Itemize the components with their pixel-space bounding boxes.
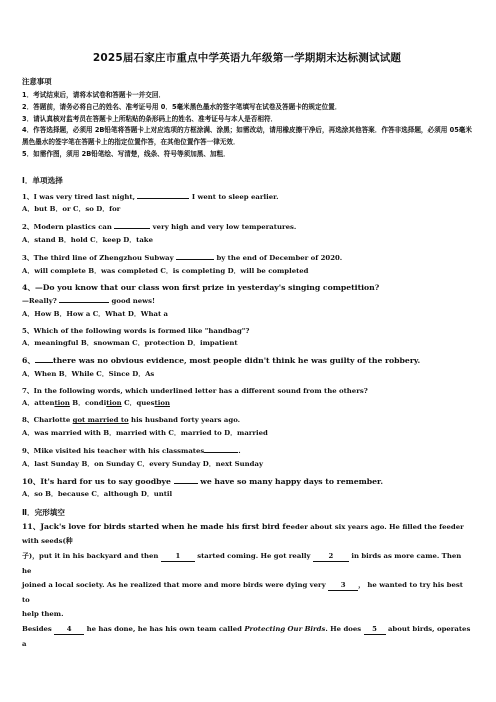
- question-6: 6、 there was no obvious evidence, most people didn't think he was guilty of the robbery.: [22, 356, 421, 366]
- cloze-line-5: Besides 4 he has done, he has his own team called Protecting Our Birds. He does 5 about birds, operates a: [22, 624, 471, 648]
- question-4-reply: —Really? good news!: [22, 294, 472, 308]
- cloze-line-1: 11、Jack's love for birds started when he made his first bird feeder about six years ago. He filled the feeder with seeds(种: [22, 521, 464, 546]
- cloze-blank-3: 3: [328, 581, 358, 591]
- page-title: 2025届石家庄市重点中学英语九年级第一学期期末达标测试试题: [92, 52, 402, 64]
- question-4: 4、—Do you know that our class won first prize in yesterday's singing competition?: [22, 282, 380, 292]
- question-2-options: A．stand B．hold C．keep D．take: [22, 235, 153, 244]
- question-9-options: A．last Sunday B．on Sunday C．every Sunday D．next Sunday: [22, 459, 263, 468]
- answer-blank: [204, 444, 238, 453]
- question-5: 5、Which of the following words is formed like "handbag"?: [22, 326, 250, 335]
- notice-item-5: 5．如需作图，须用 2B铅笔绘、写清楚，线条、符号等须加黑、加粗．: [22, 149, 230, 158]
- question-10-options: A．so B．because C．although D．until: [22, 490, 173, 499]
- question-7: 7、In the following words, which underlined letter has a different sound from the others?: [22, 386, 368, 395]
- notice-heading: 注意事项: [22, 77, 52, 86]
- question-8-options: A．was married with B．married with C．married to D．married: [22, 429, 268, 438]
- question-10: 10、It's hard for us to say goodbye we have so many happy days to remember.: [22, 476, 384, 486]
- cloze-line-2: 子)，put it in his backyard and then 1 started coming. He got really 2 in birds as more came. Then he: [22, 551, 462, 575]
- answer-blank: [35, 354, 53, 363]
- answer-blank: [59, 294, 109, 303]
- notice-item-4: 4．作答选择题，必须用 2B铅笔将答题卡上对应选项的方框涂满、涂黑；如需改动，请用橡皮擦干净后，再选涂其他答案．作答非选择题，必须用 05毫米黑色墨水的签字笔在答题卡上的指定位置作答，在其他位置作答一律无效．: [22, 126, 472, 147]
- answer-blank: [114, 220, 150, 229]
- answer-blank: [174, 475, 198, 484]
- question-9: 9、Mike visited his teacher with his classmates .: [22, 444, 472, 458]
- notice-item-2: 2．答题前，请务必将自己的姓名、准考证号用 0．5毫米黑色墨水的签字笔填写在试卷及答题卡的规定位置．: [22, 102, 342, 111]
- answer-blank: [176, 251, 214, 260]
- cloze-line-4: help them.: [22, 610, 64, 619]
- question-8: 8、Charlotte got married to his husband forty years ago.: [22, 416, 241, 425]
- question-3-options: A．will complete B．was completed C．is completing D．will be completed: [22, 266, 309, 275]
- question-3: 3、The third line of Zhengzhou Subway by the end of December of 2020.: [22, 251, 472, 265]
- cloze-blank-1: 1: [161, 552, 195, 562]
- question-2: 2、Modern plastics can very high and very low temperatures.: [22, 220, 472, 234]
- question-6-options: A．When B．While C．Since D．As: [22, 369, 155, 378]
- cloze-line-3: joined a local society. As he realized that more and more birds were dying very 3 ， he wanted to try his best to: [22, 581, 463, 604]
- question-7-options: A．attention B．condition C．question: [22, 399, 170, 408]
- cloze-blank-5: 5: [364, 625, 386, 635]
- cloze-blank-2: 2: [313, 552, 349, 562]
- section-single-choice: Ⅰ．单项选择: [22, 175, 63, 185]
- question-1-options: A．but B．or C．so D．for: [22, 205, 121, 214]
- question-5-options: A．meaningful B．snowman C．protection D．impatient: [22, 339, 238, 348]
- notice-item-3: 3．请认真核对监考员在答题卡上所粘贴的条形码上的姓名、准考证号与本人是否相符．: [22, 114, 278, 123]
- notice-item-1: 1．考试结束后，请将本试卷和答题卡一并交回．: [22, 91, 166, 99]
- section-cloze: Ⅱ．完形填空: [22, 507, 65, 517]
- question-4-options: A．How B．How a C．What D．What a: [22, 309, 168, 318]
- answer-blank: [137, 190, 189, 199]
- question-1: 1、I was very tired last night, I went to sleep earlier.: [22, 190, 472, 204]
- cloze-blank-4: 4: [54, 625, 84, 635]
